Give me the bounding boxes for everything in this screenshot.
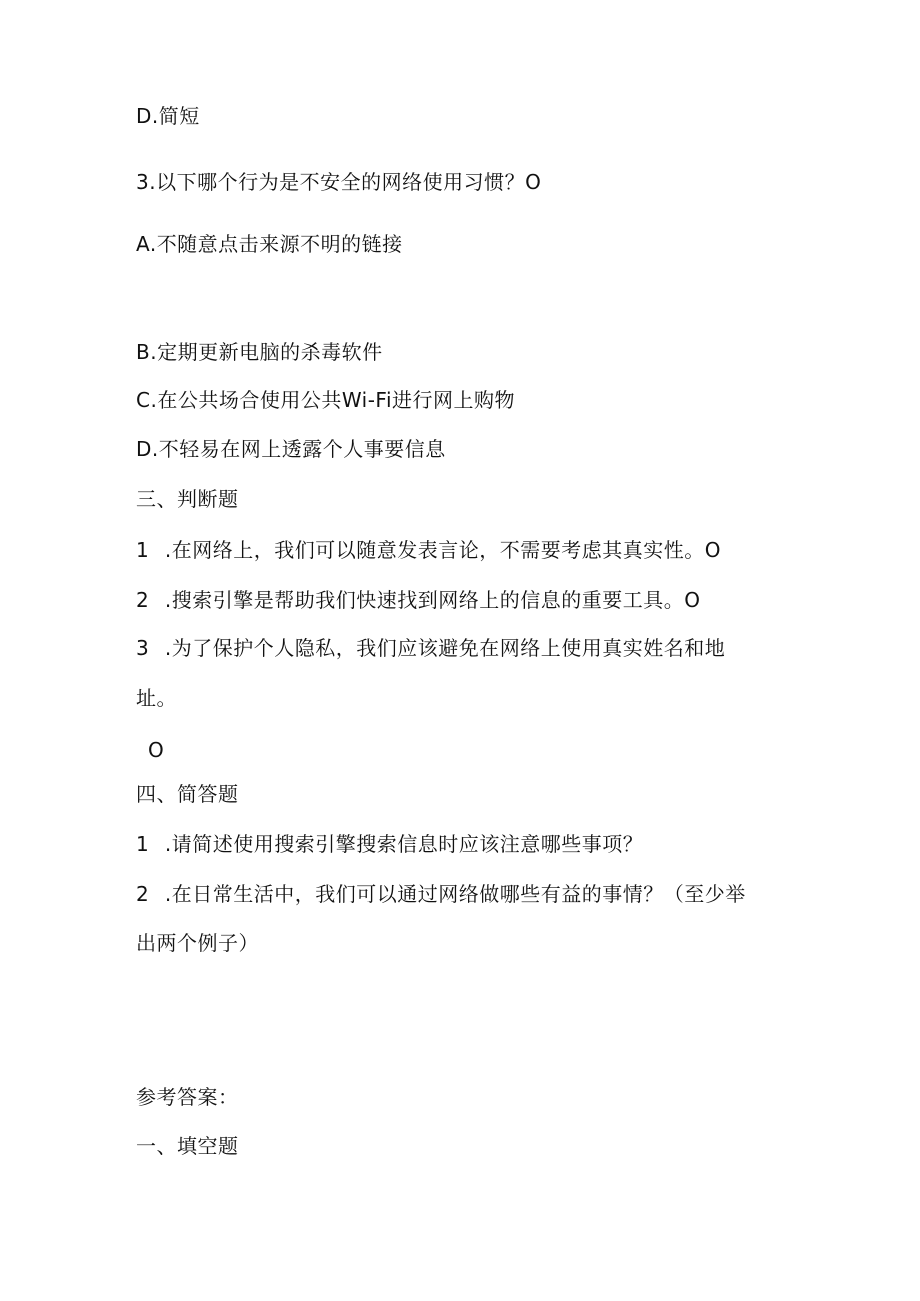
- option-c-q3: C.在公共场合使用公共Wi-Fi进行网上购物: [136, 388, 516, 412]
- short-answer-item-2: [136, 882, 746, 906]
- item-text: .为了保护个人隐私，我们应该避免在网络上使用真实姓名和地: [164, 636, 726, 660]
- item-number: 2: [136, 882, 150, 906]
- section-heading-short-answer: 四、简答题: [136, 782, 239, 806]
- section-heading-true-false: 三、判断题: [136, 487, 239, 511]
- item-number: 2: [136, 588, 150, 612]
- short-answer-item-2-continued: 出两个例子）: [136, 931, 259, 955]
- item-number: 1: [136, 832, 150, 856]
- short-answer-item-1: [136, 832, 643, 856]
- true-false-item-2: [136, 588, 700, 612]
- option-a-q3: A.不随意点击来源不明的链接: [136, 232, 403, 256]
- question-3: 3.以下哪个行为是不安全的网络使用习惯？O: [136, 170, 542, 194]
- item-text: .在日常生活中，我们可以通过网络做哪些有益的事情？（至少举: [164, 882, 746, 906]
- true-false-item-3: [136, 636, 725, 660]
- item-number: 3: [136, 636, 150, 660]
- true-false-item-1: [136, 538, 721, 562]
- item-text: .搜索引擎是帮助我们快速找到网络上的信息的重要工具。O: [164, 588, 701, 612]
- option-d-q2: D.简短: [136, 104, 200, 128]
- option-b-q3: B.定期更新电脑的杀毒软件: [136, 340, 383, 364]
- item-text: .请简述使用搜索引擎搜索信息时应该注意哪些事项？: [164, 832, 644, 856]
- item-number: 1: [136, 538, 150, 562]
- answer-placeholder: O: [148, 738, 165, 762]
- item-text: .在网络上，我们可以随意发表言论，不需要考虑其真实性。O: [164, 538, 721, 562]
- option-d-q3: D.不轻易在网上透露个人事要信息: [136, 437, 446, 461]
- section-heading-fill-blank: 一、填空题: [136, 1134, 239, 1158]
- true-false-item-3-continued: 址。: [136, 686, 177, 710]
- answer-key-heading: 参考答案：: [136, 1085, 239, 1109]
